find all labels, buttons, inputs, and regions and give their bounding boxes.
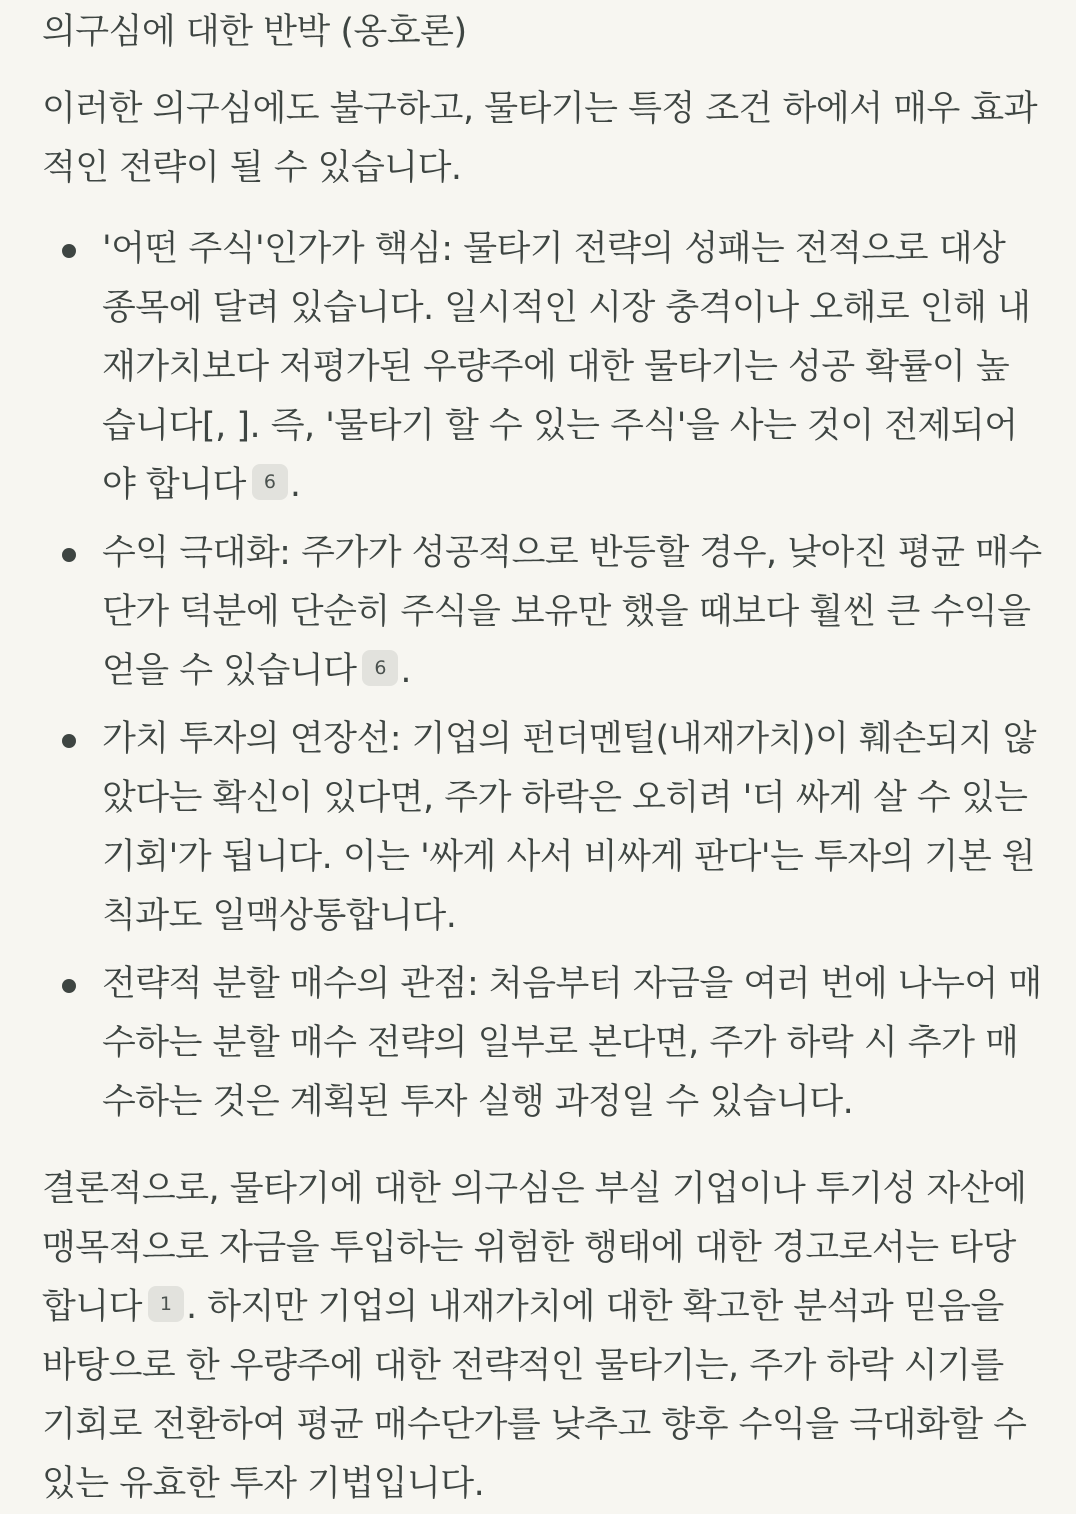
list-item-text: 수익 극대화: 주가가 성공적으로 반등할 경우, 낮아진 평균 매수단가 덕분에 단순히 주식을 보유만 했을 때보다 훨씬 큰 수익을 얻을 수 있습니다 [102, 533, 1042, 691]
list-item-text: 전략적 분할 매수의 관점: 처음부터 자금을 여러 번에 나누어 매수하는 분할 매수 전략의 일부로 본다면, 주가 하락 시 추가 매수하는 것은 계획된 투자 실행 과정일 수 있습니다. [102, 964, 1042, 1122]
list-item [42, 524, 1042, 701]
citation-badge[interactable]: 6 [362, 650, 398, 686]
list-item [42, 955, 1042, 1132]
conclusion-paragraph [42, 1160, 1042, 1514]
list-item-tail: . [289, 465, 301, 505]
bullet-icon [62, 979, 76, 993]
article-content [42, 4, 1042, 1514]
argument-list [42, 220, 1042, 1132]
list-item [42, 220, 1042, 515]
list-item-text: '어떤 주식'인가가 핵심: 물타기 전략의 성패는 전적으로 대상 종목에 달려 있습니다. 일시적인 시장 충격이나 오해로 인해 내재가치보다 저평가된 우량주에 대한 물타기는 성공 확률이 높습니다[, ]. 즉, '물타기 할 수 있는 주식'을 사는 것이 전제되어야 합니다 [102, 229, 1031, 505]
list-item-tail: . [400, 651, 412, 691]
intro-paragraph: 이러한 의구심에도 불구하고, 물타기는 특정 조건 하에서 매우 효과적인 전략이 될 수 있습니다. [42, 89, 1038, 188]
list-item-text: 가치 투자의 연장선: 기업의 펀더멘털(내재가치)이 훼손되지 않았다는 확신이 있다면, 주가 하락은 오히려 '더 싸게 살 수 있는 기회'가 됩니다. 이는 '싸게 사서 비싸게 판다'는 투자의 기본 원칙과도 일맥상통합니다. [102, 719, 1037, 936]
section-heading: 의구심에 대한 반박 (옹호론) [42, 12, 467, 52]
bullet-icon [62, 244, 76, 258]
conclusion-text-part1: 결론적으로, 물타기에 대한 의구심은 부실 기업이나 투기성 자산에 맹목적으로 자금을 투입하는 위험한 행태에 대한 경고로서는 타당합니다 [42, 1169, 1027, 1327]
list-item [42, 710, 1042, 946]
citation-badge[interactable]: 6 [252, 464, 288, 500]
citation-badge[interactable]: 1 [148, 1286, 184, 1322]
conclusion-text-part2: . 하지만 기업의 내재가치에 대한 확고한 분석과 믿음을 바탕으로 한 우량주에 대한 전략적인 물타기는, 주가 하락 시기를 기회로 전환하여 평균 매수단가를 낮추고 향후 수익을 극대화할 수 있는 유효한 투자 기법입니다. [42, 1287, 1027, 1504]
bullet-icon [62, 734, 76, 748]
bullet-icon [62, 548, 76, 562]
